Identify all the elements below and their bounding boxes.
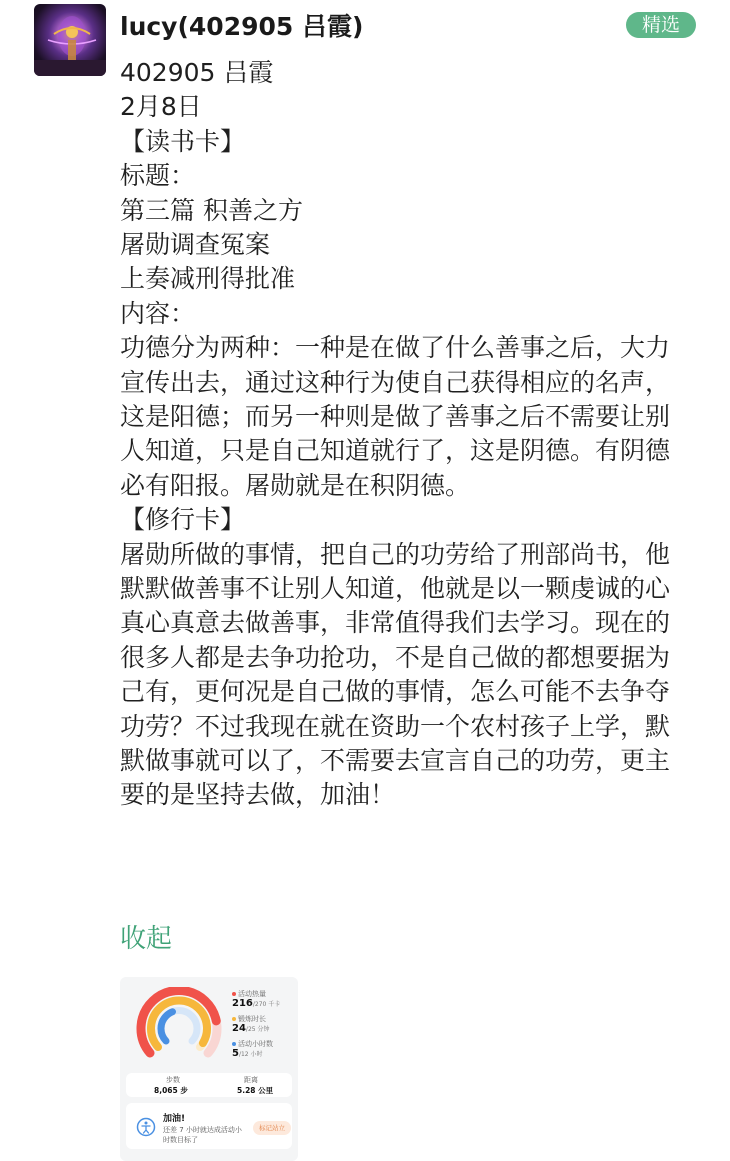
post-line-author: 402905 吕霞 — [120, 58, 274, 87]
collapse-link[interactable]: 收起 — [120, 924, 173, 954]
exercise-dot-icon — [232, 1017, 236, 1021]
energy-dot-icon — [232, 992, 236, 996]
featured-badge: 精选 — [626, 12, 696, 38]
stat-value-exercise: 24/25 分钟 — [232, 1023, 270, 1034]
post-line-title-3: 上奏减刑得批准 — [120, 264, 296, 294]
stat-value-hours: 5/12 小时 — [232, 1048, 263, 1059]
distance-label: 距离 — [244, 1076, 258, 1084]
tip-text: 还差 7 小时就达成活动小时数目标了 — [163, 1126, 242, 1144]
post-content — [120, 56, 690, 813]
post-paragraph-practice: 屠勋所做的事情，把自己的功劳给了刑部尚书，他默默做善事不让别人知道，他就是以一颗虔诚的心真心真意去做善事，非常值得我们去学习。现在的很多人都是去争功抢功，不是自己做的都想要据为己有，更何况是自己做的事情，怎么可能不去争夺功劳？不过我现在就在资助一个农村孩子上学，默默做事就可以了，不需要去宣言自己的功劳，更主要的是坚持去做，加油！ — [120, 539, 671, 810]
steps-label: 步数 — [166, 1076, 180, 1084]
activity-rings-chart — [134, 987, 224, 1067]
stat-value-energy: 216/270 千卡 — [232, 998, 281, 1009]
stat-label-exercise: 锻炼时长 — [232, 1014, 266, 1024]
distance-value: 5.28 公里 — [237, 1086, 274, 1095]
tip-title: 加油! — [163, 1114, 186, 1124]
username[interactable]: lucy(402905 吕霞) — [120, 12, 364, 41]
stat-label-hours: 活动小时数 — [232, 1039, 273, 1049]
post-line-title-label: 标题： — [120, 161, 196, 191]
avatar-image — [34, 4, 106, 76]
activity-card-image[interactable] — [120, 977, 298, 1161]
hours-dot-icon — [232, 1042, 236, 1046]
tip-box — [126, 1103, 292, 1149]
post-line-title-1: 第三篇 积善之方 — [120, 195, 303, 225]
post-line-title-2: 屠勋调查冤案 — [120, 229, 271, 259]
mark-standing-button[interactable]: 标记站立 — [253, 1121, 291, 1135]
steps-distance-box — [126, 1073, 292, 1097]
post-line-content-label: 内容： — [120, 298, 196, 328]
post-line-date: 2月8日 — [120, 92, 202, 122]
post-line-section-practice-card: 【修行卡】 — [120, 505, 246, 535]
stat-label-energy: 活动热量 — [232, 989, 266, 999]
post-paragraph-reading: 功德分为两种：一种是在做了什么善事之后，大力宣传出去，通过这种行为使自己获得相应的名声，这是阳德；而另一种则是做了善事之后不需要让别人知道，只是自己知道就行了，这是阴德。有阴德必有阳报。屠勋就是在积阴德。 — [120, 333, 671, 500]
steps-value: 8,065 步 — [154, 1086, 188, 1095]
user-avatar[interactable] — [34, 4, 106, 76]
post-line-section-reading-card: 【读书卡】 — [120, 126, 246, 156]
person-activity-icon — [136, 1117, 156, 1137]
